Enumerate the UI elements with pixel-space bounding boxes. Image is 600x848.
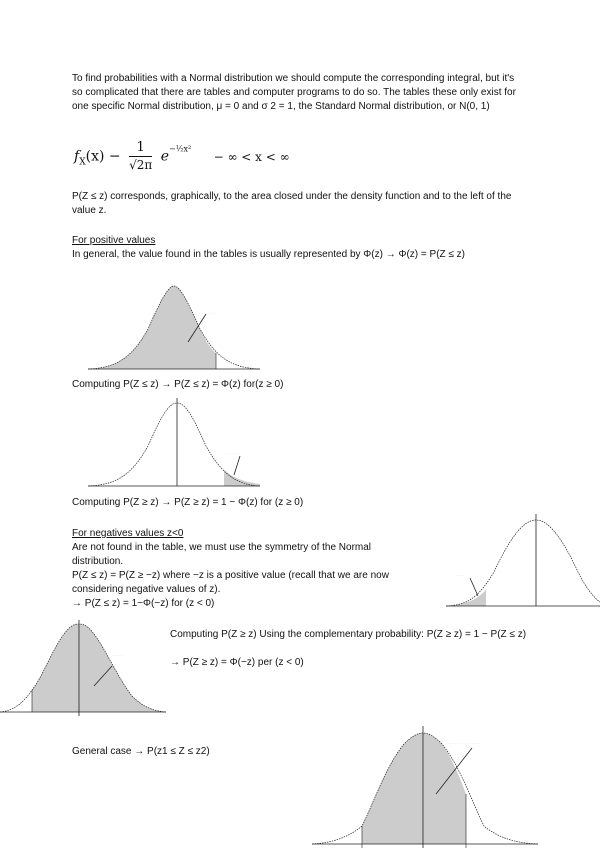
positive-text: In general, the value found in the tables is usually represented by Φ(z) → Φ(z) = P(Z ≤ z) (72, 249, 466, 260)
negative-heading: For negatives values z<0 (72, 528, 184, 539)
normal-density-formula (74, 140, 290, 173)
curve-left-tail-figure (88, 284, 260, 372)
area-explanation: P(Z ≤ z) corresponds, graphically, to the area closed under the density function and to the left of the value z. (72, 191, 512, 216)
formula-denominator: √2π (129, 158, 153, 172)
annotation-label: · · · · · · · (454, 573, 466, 577)
annotation-label: · · · · · · · (226, 451, 238, 455)
formula-domain: − ∞ < x < ∞ (213, 149, 290, 164)
shaded-area-left (446, 590, 486, 606)
formula-exp-power: −½x² (168, 144, 192, 154)
formula-subscript: X (79, 157, 86, 168)
formula-argument: (x) − (85, 148, 121, 165)
shaded-area-right (224, 470, 260, 486)
general-case-text: General case → P(z1 ≤ Z ≤ z2) (72, 746, 210, 757)
formula-numerator: 1 (129, 140, 152, 157)
positive-heading: For positive values (72, 235, 156, 246)
curve-general-case-figure (312, 726, 538, 848)
shaded-area-center-right (32, 624, 166, 712)
curve-right-tail-figure (88, 398, 260, 490)
curve-negative-left-tail-figure (446, 514, 600, 610)
annotation-label: · · · · · · · (112, 653, 124, 657)
caption-positive-2: Computing P(Z ≥ z) → P(Z ≥ z) = 1 − Φ(z) for (z ≥ 0) (72, 497, 304, 508)
negative-line-1: Are not found in the table, we must use the symmetry of the Normal distribution. (72, 542, 372, 567)
complement-line-1: Computing P(Z ≥ z) Using the complementary probability: P(Z ≥ z) = 1 − P(Z ≤ z) (170, 629, 527, 640)
formula-exp-base: e (160, 148, 169, 165)
formula-function: f (74, 148, 80, 165)
formula-fraction (129, 140, 152, 173)
annotation-label: · · · · · · · (206, 311, 218, 315)
shaded-area-left (88, 286, 216, 369)
negative-line-3: → P(Z ≤ z) = 1−Φ(−z) for (z < 0) (72, 598, 215, 609)
negative-line-2: P(Z ≤ z) = P(Z ≥ −z) where −z is a positive value (recall that we are now considering negative values of z). (72, 570, 389, 595)
annotation-label: · · · · · · · · · · · · · · · · · · · (446, 741, 480, 745)
curve-negative-complement-figure (0, 620, 166, 716)
caption-positive-1: Computing P(Z ≤ z) → P(Z ≤ z) = Φ(z) for(z ≥ 0) (72, 379, 284, 390)
complement-line-2: → P(Z ≥ z) = Φ(−z) per (z < 0) (170, 657, 304, 668)
shaded-area-between (362, 733, 466, 844)
density-curve (446, 520, 600, 606)
pointer-line (470, 578, 478, 596)
pointer-line (234, 456, 240, 475)
intro-paragraph: To find probabilities with a Normal distribution we should compute the corresponding integral, but it's so complicated that there are tables and computer programs to do so. The tables these only exist for one specific Normal distribution, μ = 0 and σ 2 = 1, the Standard Normal distribution, or N(0, 1) (72, 73, 516, 112)
